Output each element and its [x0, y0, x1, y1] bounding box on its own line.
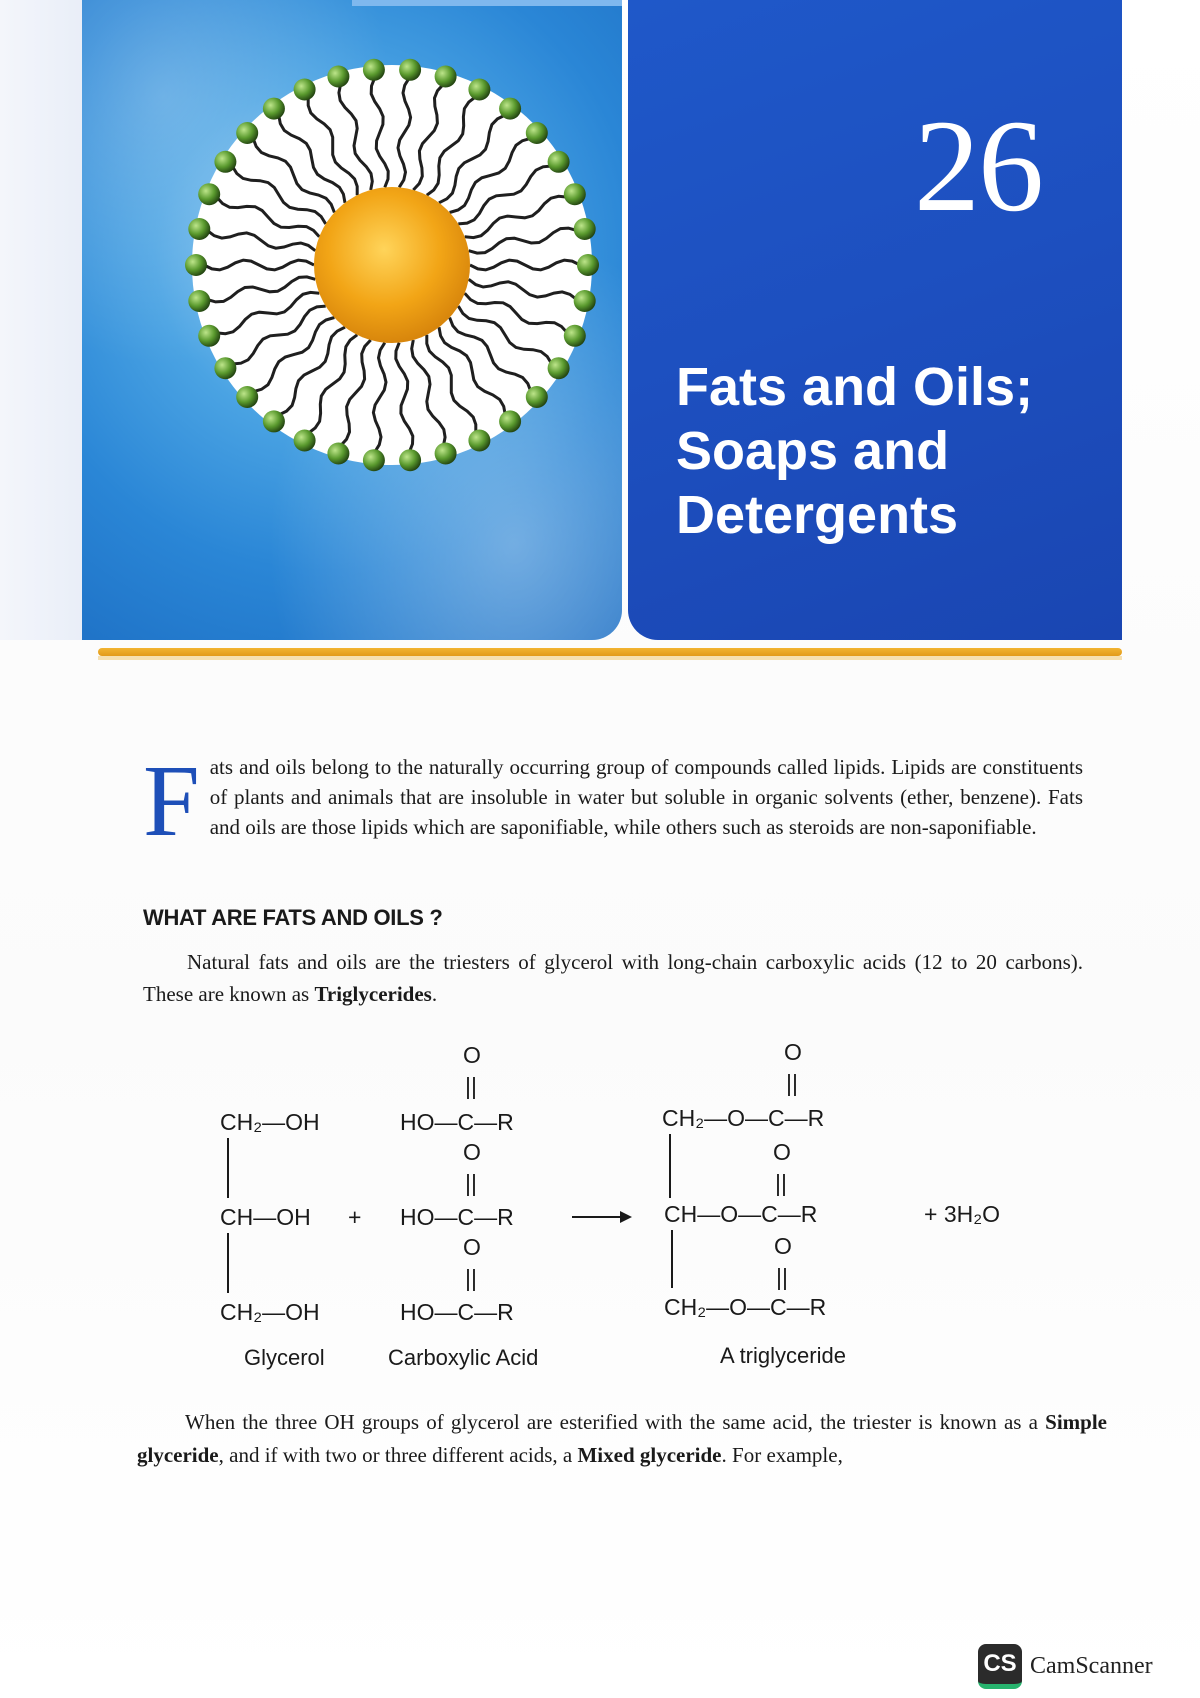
closing-text: , and if with two or three different acids, a: [218, 1443, 578, 1467]
carbonyl-oxygen: O: [774, 1233, 792, 1259]
section-paragraph: [143, 946, 1083, 1010]
glycerol-row: CH₂—OH: [220, 1299, 320, 1325]
carbonyl-oxygen: O: [784, 1039, 802, 1065]
orange-divider-shadow: [98, 656, 1122, 660]
drop-cap: F: [143, 745, 200, 858]
double-bond: ||: [465, 1170, 477, 1196]
carbonyl-oxygen: O: [463, 1042, 481, 1068]
camscanner-watermark: [978, 1644, 1153, 1689]
micelle-head: [363, 449, 385, 471]
micelle-head: [574, 218, 596, 240]
triglyceride-row: CH—O—C—R: [664, 1201, 818, 1227]
orange-divider: [98, 648, 1122, 656]
double-bond: ||: [465, 1073, 477, 1099]
camscanner-logo-icon: CS: [978, 1644, 1022, 1689]
glycerol-row: CH₂—OH: [220, 1109, 320, 1135]
chapter-title-line: Soaps and: [676, 421, 950, 481]
double-bond: ||: [775, 1170, 787, 1196]
micelle-head: [214, 357, 236, 379]
micelle-head: [577, 254, 599, 276]
section-text-end: .: [431, 982, 438, 1006]
glycerol-label: Glycerol: [244, 1345, 325, 1370]
micelle-head: [263, 410, 285, 432]
chapter-title-line: Detergents: [676, 485, 959, 545]
carbonyl-oxygen: O: [463, 1139, 481, 1165]
reaction-arrow-head: [620, 1211, 632, 1223]
section-heading: WHAT ARE FATS AND OILS ?: [143, 905, 443, 930]
micelle-head: [499, 98, 521, 120]
esterification-reaction: [200, 1030, 1060, 1370]
double-bond: ||: [465, 1265, 477, 1291]
section-text: Natural fats and oils are the triesters of glycerol with long-chain carboxylic acids (12 to 20 carbons). These are known as: [143, 950, 1083, 1006]
intro-text: ats and oils belong to the naturally occurring group of compounds called lipids. Lipids are constituents of plants and animals that are insoluble in water but soluble in organic solvents (ether, benzene). Fats and oils are those lipids which are saponifiable, while others such as steroids are non-saponifiable.: [209, 755, 1083, 839]
micelle-head: [399, 449, 421, 471]
acid-row: HO—C—R: [400, 1109, 514, 1135]
micelle-head: [263, 98, 285, 120]
chapter-title: [676, 355, 1096, 547]
micelle-head: [399, 59, 421, 81]
micelle-head: [236, 386, 258, 408]
micelle-icon: [182, 55, 602, 475]
carboxylic-acid-label: Carboxylic Acid: [388, 1345, 539, 1370]
double-bond: ||: [776, 1264, 788, 1290]
micelle-head: [327, 66, 349, 88]
closing-paragraph: [137, 1406, 1107, 1472]
micelle-head: [564, 325, 586, 347]
closing-text: When the three OH groups of glycerol are esterified with the same acid, the triester is known as a: [185, 1410, 1046, 1434]
micelle-head: [198, 325, 220, 347]
micelle-head: [526, 386, 548, 408]
micelle-head: [435, 443, 457, 465]
micelle-head: [548, 151, 570, 173]
micelle-head: [574, 290, 596, 312]
micelle-head: [294, 430, 316, 452]
plus-sign: +: [348, 1204, 362, 1230]
micelle-head: [564, 183, 586, 205]
intro-paragraph: [143, 745, 1083, 858]
micelle-head: [363, 59, 385, 81]
header-strip: [352, 0, 622, 6]
closing-text: . For example,: [721, 1443, 843, 1467]
simple-glyceride-term: Simple glyceride: [137, 1410, 1107, 1467]
triglycerides-term: Triglycerides: [314, 982, 432, 1006]
triglyceride-row: CH₂—O—C—R: [664, 1294, 827, 1320]
micelle-head: [526, 122, 548, 144]
micelle-head: [435, 66, 457, 88]
micelle-head: [188, 290, 210, 312]
micelle-head: [468, 79, 490, 101]
chapter-title-line: Fats and Oils;: [676, 357, 1034, 417]
carbonyl-oxygen: O: [773, 1139, 791, 1165]
micelle-head: [294, 79, 316, 101]
triglyceride-row: CH₂—O—C—R: [662, 1105, 825, 1131]
micelle-core: [314, 187, 470, 343]
micelle-head: [185, 254, 207, 276]
carbonyl-oxygen: O: [463, 1234, 481, 1260]
chapter-number: 26: [914, 92, 1042, 239]
micelle-head: [198, 183, 220, 205]
micelle-head: [214, 151, 236, 173]
micelle-head: [236, 122, 258, 144]
micelle-head: [548, 357, 570, 379]
micelle-head: [499, 410, 521, 432]
acid-row: HO—C—R: [400, 1204, 514, 1230]
double-bond: ||: [786, 1070, 798, 1096]
triglyceride-label: A triglyceride: [720, 1343, 846, 1368]
glycerol-row: CH—OH: [220, 1204, 311, 1230]
micelle-head: [327, 443, 349, 465]
micelle-head: [468, 430, 490, 452]
camscanner-name: CamScanner: [1030, 1653, 1153, 1679]
micelle-head: [188, 218, 210, 240]
water-product: + 3H₂O: [924, 1201, 1001, 1227]
mixed-glyceride-term: Mixed glyceride: [577, 1443, 722, 1467]
header-illustration: [82, 0, 622, 640]
scan-edge: [0, 0, 82, 640]
acid-row: HO—C—R: [400, 1299, 514, 1325]
